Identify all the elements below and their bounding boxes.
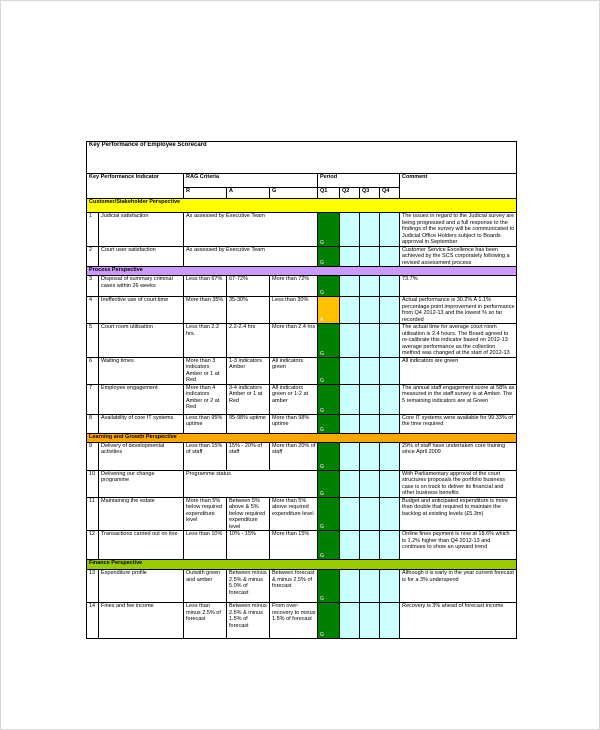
rag-red-cell: More than 5% below required expenditure level	[184, 497, 227, 531]
comment-cell: Budget and anticipated expenditure is more than double that required to maintain the backlog at existing levels (£5.3m)	[400, 497, 517, 531]
status-q1-cell: G	[318, 357, 340, 384]
rag-merged-cell: Programme status	[184, 470, 318, 497]
kpi-name-cell: Judicial satisfaction	[99, 213, 184, 247]
section-header-learning: Learning and Growth Perspective	[87, 433, 517, 442]
rag-amber-cell: 10% - 15%	[227, 531, 270, 560]
period-q2-cell	[340, 497, 360, 531]
rag-red-cell: Less than 15% of staff	[184, 442, 227, 470]
status-q1-cell: G	[318, 414, 340, 433]
col-header-kpi: Key Performance Indicator	[87, 174, 184, 199]
kpi-row	[87, 497, 517, 531]
comment-cell: Recovery is 3% ahead of forecast income	[400, 603, 517, 639]
rag-red-cell: Less than 67%	[184, 276, 227, 297]
rag-green-cell: More than 5% above required expenditure level	[270, 497, 318, 531]
period-q3-cell	[360, 603, 380, 639]
kpi-row	[87, 276, 517, 297]
comment-cell: 73.7%	[400, 276, 517, 297]
rag-green-cell: More than 98% uptime	[270, 414, 318, 433]
period-q3-cell	[360, 276, 380, 297]
period-q3-cell	[360, 414, 380, 433]
status-q1-cell: G	[318, 276, 340, 297]
comment-cell: Although it is early in the year current forecast is for a 3% underspend	[400, 570, 517, 603]
kpi-name-cell: Fines and fee income	[99, 603, 184, 639]
period-q2-cell	[340, 324, 360, 358]
rag-red-cell: Less than 10%	[184, 531, 227, 560]
rag-red-cell: More than 35%	[184, 297, 227, 324]
comment-cell: Customer Service Excellence has been achieved by the SCS corporately following a revised assessment process	[400, 246, 517, 267]
period-q2-cell	[340, 570, 360, 603]
kpi-row	[87, 570, 517, 603]
period-q4-cell	[380, 384, 400, 414]
kpi-name-cell: Expenditure profile	[99, 570, 184, 603]
col-header-rag: RAG Criteria	[184, 174, 318, 188]
kpi-name-cell: Maintaining the estate	[99, 497, 184, 531]
rag-green-cell: Between forecast & minus 2.5% of forecast	[270, 570, 318, 603]
col-header-g: G	[270, 188, 318, 199]
period-q4-cell	[380, 324, 400, 358]
rag-amber-cell: Between 5% above & 5% below required expenditure level	[227, 497, 270, 531]
rag-green-cell: From over-recovery to minus 1.5% of forecast	[270, 603, 318, 639]
period-q2-cell	[340, 297, 360, 324]
header-row-1	[87, 174, 517, 188]
period-q3-cell	[360, 297, 380, 324]
section-row-process	[87, 267, 517, 276]
period-q4-cell	[380, 497, 400, 531]
period-q4-cell	[380, 357, 400, 384]
scorecard-table	[86, 141, 517, 639]
period-q2-cell	[340, 276, 360, 297]
kpi-row	[87, 531, 517, 560]
period-q4-cell	[380, 531, 400, 560]
col-header-q3: Q3	[360, 188, 380, 199]
col-header-period: Period	[318, 174, 400, 188]
rag-amber-cell: 1-3 indicators Amber	[227, 357, 270, 384]
rag-amber-cell: 67-72%	[227, 276, 270, 297]
rag-green-cell: Less than 30%	[270, 297, 318, 324]
kpi-row	[87, 213, 517, 247]
status-q1-cell: G	[318, 324, 340, 358]
period-q3-cell	[360, 442, 380, 470]
row-number-cell: 2	[87, 246, 99, 267]
period-q3-cell	[360, 213, 380, 247]
period-q4-cell	[380, 213, 400, 247]
period-q2-cell	[340, 213, 360, 247]
row-number-cell: 4	[87, 297, 99, 324]
row-number-cell: 6	[87, 357, 99, 384]
row-number-cell: 10	[87, 470, 99, 497]
kpi-name-cell: Transactions carried out on line	[99, 531, 184, 560]
rag-amber-cell: 95-98% uptime	[227, 414, 270, 433]
comment-cell: Actual performance is 30.2% A 1.1% percentage point improvement in performance from Q4 2012-13 and the lowest % so far recorded	[400, 297, 517, 324]
status-q1-cell: G	[318, 603, 340, 639]
rag-amber-cell: 2.2-2.4 hrs	[227, 324, 270, 358]
status-q1-cell: G	[318, 213, 340, 247]
period-q3-cell	[360, 324, 380, 358]
kpi-name-cell: Court room utilisation	[99, 324, 184, 358]
kpi-name-cell: Waiting times	[99, 357, 184, 384]
comment-cell: Online fines payment is now at 18.6% which is 1.2% higher than Q4 2012-13 and continues to show an upward trend	[400, 531, 517, 560]
kpi-row	[87, 357, 517, 384]
row-number-cell: 5	[87, 324, 99, 358]
rag-amber-cell: 3-4 indicators Amber or 1 at Red	[227, 384, 270, 414]
status-q1-cell: G	[318, 497, 340, 531]
row-number-cell: 12	[87, 531, 99, 560]
kpi-name-cell: Court user satisfaction	[99, 246, 184, 267]
comment-cell: The annual staff engagement score at 58% as measured in the staff survey is at Amber. The 5 remaining indicators are at Green	[400, 384, 517, 414]
rag-amber-cell: Between minus 2.5% & minus 1.5% of forecast	[227, 603, 270, 639]
rag-red-cell: Less than minus 2.5% of forecast	[184, 603, 227, 639]
col-header-r: R	[184, 188, 227, 199]
kpi-name-cell: Availability of core IT systems	[99, 414, 184, 433]
period-q2-cell	[340, 246, 360, 267]
kpi-name-cell: Delivery of developmental activities	[99, 442, 184, 470]
kpi-row	[87, 603, 517, 639]
rag-amber-cell: 15% - 20% of staff	[227, 442, 270, 470]
comment-cell: The issues in regard to the Judicial survey are being progressed and a full response to the findings of the survey will be communicated to Judicial Office Holders subject to Boards approval in September	[400, 213, 517, 247]
rag-green-cell: More than 20% of staff	[270, 442, 318, 470]
period-q4-cell	[380, 414, 400, 433]
rag-merged-cell: As assessed by Executive Team	[184, 213, 318, 247]
row-number-cell: 13	[87, 570, 99, 603]
period-q2-cell	[340, 357, 360, 384]
period-q2-cell	[340, 470, 360, 497]
period-q2-cell	[340, 414, 360, 433]
period-q3-cell	[360, 470, 380, 497]
period-q4-cell	[380, 603, 400, 639]
kpi-name-cell: Delivering our change programme	[99, 470, 184, 497]
row-number-cell: 8	[87, 414, 99, 433]
rag-red-cell: Less than 95% uptime	[184, 414, 227, 433]
section-header-process: Process Perspective	[87, 267, 517, 276]
rag-green-cell: More than 15%	[270, 531, 318, 560]
section-row-finance	[87, 560, 517, 570]
rag-green-cell: More than 2.4 hrs	[270, 324, 318, 358]
row-number-cell: 9	[87, 442, 99, 470]
row-number-cell: 3	[87, 276, 99, 297]
section-row-learning	[87, 433, 517, 442]
kpi-name-cell: Ineffective use of court time	[99, 297, 184, 324]
section-header-customer: Customer/Stakeholder Perspective	[87, 199, 517, 213]
kpi-row	[87, 297, 517, 324]
row-number-cell: 1	[87, 213, 99, 247]
status-q1-cell: G	[318, 246, 340, 267]
kpi-row	[87, 414, 517, 433]
comment-cell: The actual time for average court room utilisation is 2.4 hours. The Board agreed to re-calibrate this indicator based on 2012-13 average performance as the collection method was changed at the start of 2012-13	[400, 324, 517, 358]
rag-green-cell: All indicators green or 1-2 at amber	[270, 384, 318, 414]
table-title-row	[87, 142, 517, 174]
rag-red-cell: Outwith green and amber	[184, 570, 227, 603]
rag-red-cell: More than 3 indicators Amber or 1 at Red	[184, 357, 227, 384]
comment-cell: 29% of staff have undertaken core training since April 2009	[400, 442, 517, 470]
period-q2-cell	[340, 531, 360, 560]
period-q2-cell	[340, 603, 360, 639]
kpi-row	[87, 442, 517, 470]
period-q3-cell	[360, 570, 380, 603]
rag-amber-cell: Between minus 2.5% & minus 5.0% of forecast	[227, 570, 270, 603]
rag-green-cell: All indicators green	[270, 357, 318, 384]
period-q4-cell	[380, 276, 400, 297]
period-q4-cell	[380, 297, 400, 324]
period-q3-cell	[360, 246, 380, 267]
col-header-q1: Q1	[318, 188, 340, 199]
status-q1-cell: G	[318, 384, 340, 414]
period-q4-cell	[380, 470, 400, 497]
status-q1-cell: G	[318, 442, 340, 470]
rag-merged-cell: As assessed by Executive Team	[184, 246, 318, 267]
period-q3-cell	[360, 384, 380, 414]
kpi-row	[87, 324, 517, 358]
comment-cell: Core IT systems were available for 99.33% of the time required	[400, 414, 517, 433]
section-row-customer	[87, 199, 517, 213]
period-q3-cell	[360, 497, 380, 531]
rag-red-cell: Less than 2.2 hrs.	[184, 324, 227, 358]
status-q1-cell: G	[318, 470, 340, 497]
status-q1-cell: G	[318, 531, 340, 560]
comment-cell: All indicators are green	[400, 357, 517, 384]
period-q2-cell	[340, 442, 360, 470]
rag-amber-cell: 35-30%	[227, 297, 270, 324]
period-q3-cell	[360, 357, 380, 384]
period-q3-cell	[360, 531, 380, 560]
comment-cell: With Parliamentary approval of the court structures proposals the portfolio business case is on track to deliver its financial and other business benefits	[400, 470, 517, 497]
kpi-row	[87, 384, 517, 414]
section-header-finance: Finance Perspective	[87, 560, 517, 570]
kpi-row	[87, 246, 517, 267]
table-title: Key Performance of Employee Scorecard	[87, 142, 517, 174]
kpi-row	[87, 470, 517, 497]
col-header-q4: Q4	[380, 188, 400, 199]
period-q2-cell	[340, 384, 360, 414]
col-header-q2: Q2	[340, 188, 360, 199]
row-number-cell: 11	[87, 497, 99, 531]
rag-green-cell: More than 72%	[270, 276, 318, 297]
status-q1-cell: A	[318, 297, 340, 324]
period-q4-cell	[380, 442, 400, 470]
col-header-a: A	[227, 188, 270, 199]
row-number-cell: 14	[87, 603, 99, 639]
col-header-comment: Comment	[400, 174, 517, 199]
rag-red-cell: More than 4 indicators Amber or 2 at Red	[184, 384, 227, 414]
period-q4-cell	[380, 246, 400, 267]
period-q4-cell	[380, 570, 400, 603]
kpi-name-cell: Disposal of summary criminal cases within 26 weeks	[99, 276, 184, 297]
status-q1-cell: G	[318, 570, 340, 603]
row-number-cell: 7	[87, 384, 99, 414]
kpi-name-cell: Employee engagement	[99, 384, 184, 414]
